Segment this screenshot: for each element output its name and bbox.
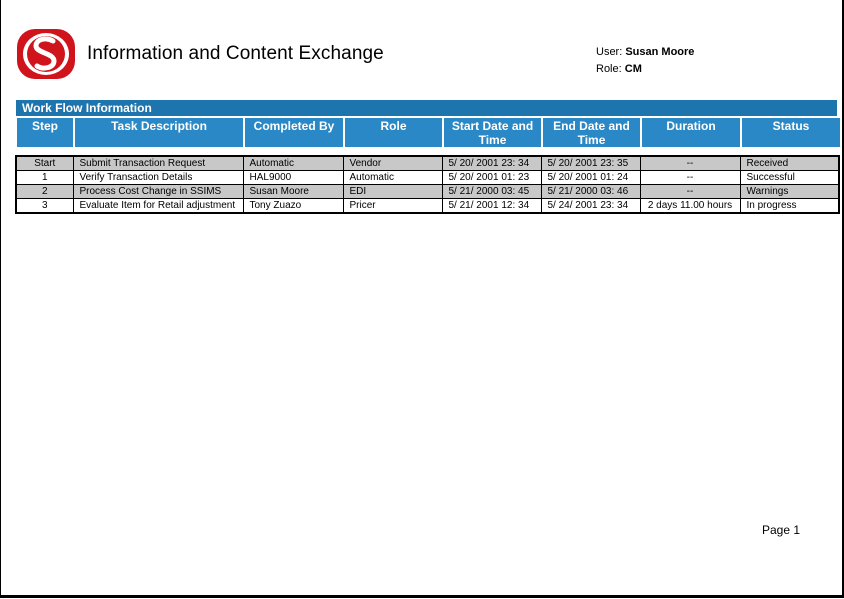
table-cell: Pricer (343, 199, 442, 214)
company-logo-icon (16, 28, 76, 80)
column-header: Role (345, 118, 442, 147)
table-cell: 1 (16, 171, 73, 185)
table-cell: Warnings (740, 185, 839, 199)
column-header: Step (17, 118, 73, 147)
table-cell: Susan Moore (243, 185, 343, 199)
table-cell: Evaluate Item for Retail adjustment (73, 199, 243, 214)
role-name: CM (624, 63, 642, 75)
table-cell: 3 (16, 199, 73, 214)
table-cell: 5/ 21/ 2000 03: 45 (442, 185, 541, 199)
user-label: User: (596, 46, 623, 58)
table-cell: 5/ 24/ 2001 23: 34 (541, 199, 640, 214)
column-header: Status (742, 118, 840, 147)
table-cell: Vendor (343, 156, 442, 171)
table-cell: 2 days 11.00 hours (640, 199, 740, 214)
table-cell: Start (16, 156, 73, 171)
column-header-table (15, 116, 842, 149)
page-title: Information and Content Exchange (87, 43, 384, 64)
table-cell: -- (640, 185, 740, 199)
table-cell: HAL9000 (243, 171, 343, 185)
column-header: Completed By (245, 118, 343, 147)
table-cell: Received (740, 156, 839, 171)
table-cell: Automatic (243, 156, 343, 171)
table-row (16, 185, 839, 199)
table-cell: In progress (740, 199, 839, 214)
table-cell: Automatic (343, 171, 442, 185)
role-label: Role: (596, 63, 622, 75)
page-number: Page 1 (762, 523, 801, 537)
table-row (16, 156, 839, 171)
table-cell: EDI (343, 185, 442, 199)
user-line (596, 44, 694, 61)
table-cell: Successful (740, 171, 839, 185)
column-header: End Date and Time (543, 118, 640, 147)
workflow-table (15, 155, 840, 214)
table-cell: 2 (16, 185, 73, 199)
table-cell: -- (640, 171, 740, 185)
table-cell: 5/ 20/ 2001 01: 24 (541, 171, 640, 185)
section-title: Work Flow Information (16, 100, 837, 116)
column-header: Duration (642, 118, 740, 147)
table-cell: 5/ 21/ 2000 03: 46 (541, 185, 640, 199)
column-header: Task Description (75, 118, 243, 147)
table-cell: 5/ 20/ 2001 01: 23 (442, 171, 541, 185)
table-cell: 5/ 21/ 2001 12: 34 (442, 199, 541, 214)
role-line (596, 61, 694, 78)
table-cell: -- (640, 156, 740, 171)
table-cell: 5/ 20/ 2001 23: 34 (442, 156, 541, 171)
user-info (596, 44, 694, 78)
table-cell: Verify Transaction Details (73, 171, 243, 185)
table-cell: Tony Zuazo (243, 199, 343, 214)
table-cell: Submit Transaction Request (73, 156, 243, 171)
table-cell: Process Cost Change in SSIMS (73, 185, 243, 199)
table-cell: 5/ 20/ 2001 23: 35 (541, 156, 640, 171)
column-header-row (17, 118, 840, 147)
table-row (16, 199, 839, 214)
user-name: Susan Moore (625, 46, 695, 58)
table-row (16, 171, 839, 185)
column-header: Start Date and Time (444, 118, 541, 147)
